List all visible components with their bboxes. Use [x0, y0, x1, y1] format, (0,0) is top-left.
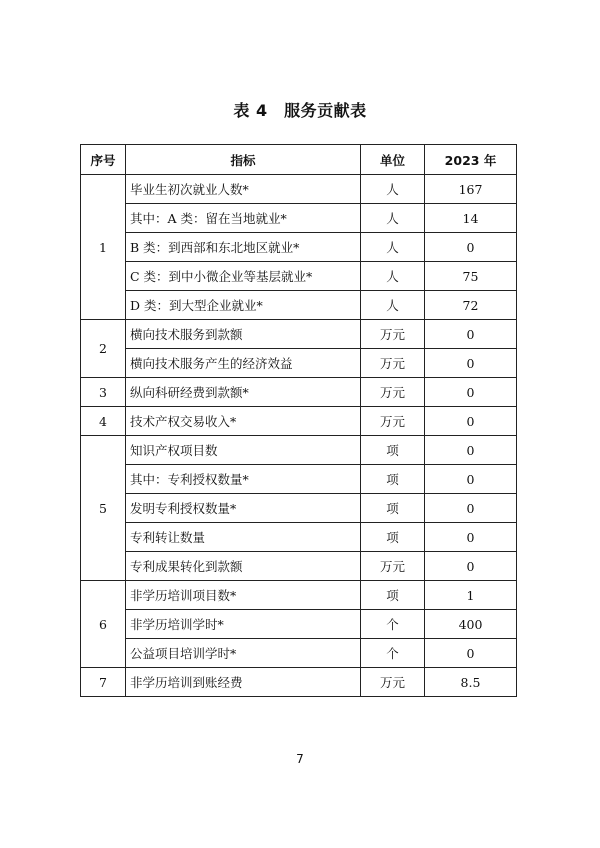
row-indicator: 技术产权交易收入* — [126, 407, 361, 436]
row-indicator: 知识产权项目数 — [126, 436, 361, 465]
row-indicator: 发明专利授权数量* — [126, 494, 361, 523]
page-number: 7 — [296, 752, 304, 766]
row-unit: 项 — [361, 465, 425, 494]
row-unit: 万元 — [361, 378, 425, 407]
row-value: 400 — [425, 610, 517, 639]
row-value: 0 — [425, 639, 517, 668]
row-indicator: 纵向科研经费到款额* — [126, 378, 361, 407]
row-indicator: 专利转让数量 — [126, 523, 361, 552]
table-row — [81, 523, 517, 552]
row-value: 72 — [425, 291, 517, 320]
row-seq-number: 6 — [81, 581, 126, 668]
row-unit: 人 — [361, 291, 425, 320]
header-seq: 序号 — [81, 145, 126, 175]
table-body — [81, 175, 517, 697]
row-value: 14 — [425, 204, 517, 233]
table-row — [81, 291, 517, 320]
row-unit: 项 — [361, 581, 425, 610]
row-indicator: 公益项目培训学时* — [126, 639, 361, 668]
row-seq-number: 2 — [81, 320, 126, 378]
row-unit: 项 — [361, 494, 425, 523]
row-seq-number: 5 — [81, 436, 126, 581]
row-unit: 人 — [361, 233, 425, 262]
row-unit: 万元 — [361, 552, 425, 581]
row-seq-number: 1 — [81, 175, 126, 320]
header-year: 2023 年 — [425, 145, 517, 175]
row-indicator: 非学历培训项目数* — [126, 581, 361, 610]
row-indicator: D 类：到大型企业就业* — [126, 291, 361, 320]
row-unit: 人 — [361, 262, 425, 291]
table-row — [81, 262, 517, 291]
table-row — [81, 610, 517, 639]
row-unit: 个 — [361, 610, 425, 639]
row-value: 75 — [425, 262, 517, 291]
table-row — [81, 233, 517, 262]
row-unit: 万元 — [361, 320, 425, 349]
row-indicator: 横向技术服务到款额 — [126, 320, 361, 349]
row-unit: 人 — [361, 175, 425, 204]
row-value: 0 — [425, 349, 517, 378]
row-indicator: 毕业生初次就业人数* — [126, 175, 361, 204]
service-contribution-table — [80, 144, 517, 697]
row-value: 0 — [425, 465, 517, 494]
row-unit: 万元 — [361, 407, 425, 436]
row-unit: 万元 — [361, 349, 425, 378]
row-indicator: 其中：A 类：留在当地就业* — [126, 204, 361, 233]
row-indicator: 横向技术服务产生的经济效益 — [126, 349, 361, 378]
row-value: 0 — [425, 523, 517, 552]
row-unit: 人 — [361, 204, 425, 233]
table-row — [81, 639, 517, 668]
table-row — [81, 581, 517, 610]
table-row — [81, 349, 517, 378]
row-indicator: 其中：专利授权数量* — [126, 465, 361, 494]
row-indicator: 非学历培训到账经费 — [126, 668, 361, 697]
row-seq-number: 4 — [81, 407, 126, 436]
table-row — [81, 204, 517, 233]
row-indicator: C 类：到中小微企业等基层就业* — [126, 262, 361, 291]
row-value: 1 — [425, 581, 517, 610]
row-unit: 个 — [361, 639, 425, 668]
table-row — [81, 378, 517, 407]
table-row — [81, 320, 517, 349]
row-value: 167 — [425, 175, 517, 204]
table-row — [81, 465, 517, 494]
header-unit: 单位 — [361, 145, 425, 175]
row-value: 0 — [425, 494, 517, 523]
row-indicator: B 类：到西部和东北地区就业* — [126, 233, 361, 262]
row-indicator: 非学历培训学时* — [126, 610, 361, 639]
row-unit: 项 — [361, 523, 425, 552]
row-indicator: 专利成果转化到款额 — [126, 552, 361, 581]
row-value: 0 — [425, 552, 517, 581]
row-value: 0 — [425, 378, 517, 407]
row-value: 0 — [425, 233, 517, 262]
table-row — [81, 668, 517, 697]
header-indicator: 指标 — [126, 145, 361, 175]
row-value: 0 — [425, 320, 517, 349]
table-row — [81, 175, 517, 204]
row-seq-number: 7 — [81, 668, 126, 697]
table-row — [81, 552, 517, 581]
row-value: 0 — [425, 436, 517, 465]
table-header-row — [81, 145, 517, 175]
table-row — [81, 407, 517, 436]
table-row — [81, 494, 517, 523]
row-value: 8.5 — [425, 668, 517, 697]
row-seq-number: 3 — [81, 378, 126, 407]
table-row — [81, 436, 517, 465]
row-unit: 万元 — [361, 668, 425, 697]
table-title: 表 4 服务贡献表 — [233, 101, 367, 120]
row-value: 0 — [425, 407, 517, 436]
row-unit: 项 — [361, 436, 425, 465]
